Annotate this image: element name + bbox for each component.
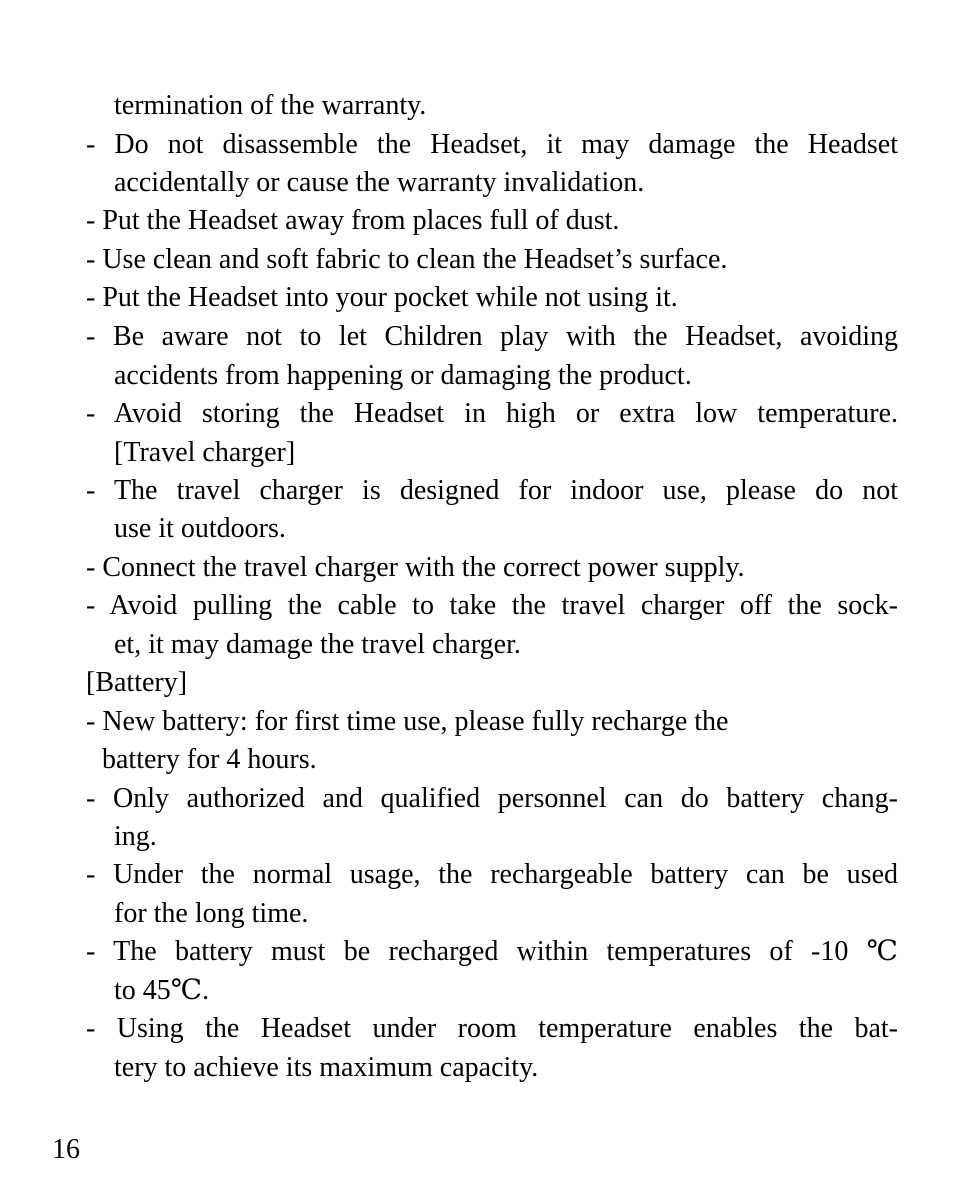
- text-line: - New battery: for first time use, please fully recharge the: [86, 706, 729, 737]
- text-line: - The battery must be recharged within temperatures of -10 ℃: [86, 936, 898, 967]
- text-line: termination of the warranty.: [114, 90, 427, 121]
- text-line: to 45℃.: [114, 975, 210, 1006]
- text-line: et, it may damage the travel charger.: [114, 629, 521, 660]
- text-line: tery to achieve its maximum capacity.: [114, 1052, 539, 1083]
- text-line: - Avoid storing the Headset in high or extra low temperature.: [86, 398, 898, 429]
- text-line: - Do not disassemble the Headset, it may damage the Headset: [86, 129, 898, 160]
- text-line: - Put the Headset into your pocket while not using it.: [86, 282, 678, 313]
- text-line: - Using the Headset under room temperature enables the bat-: [86, 1013, 898, 1044]
- text-line: - Be aware not to let Children play with the Headset, avoiding: [86, 321, 898, 352]
- text-line: - Connect the travel charger with the correct power supply.: [86, 552, 745, 583]
- text-line: accidents from happening or damaging the product.: [114, 360, 692, 391]
- text-line: - Avoid pulling the cable to take the travel charger off the sock-: [86, 590, 898, 621]
- section-heading-travel-charger: [Travel charger]: [114, 437, 296, 468]
- text-line: - Put the Headset away from places full of dust.: [86, 205, 620, 236]
- page-number: 16: [52, 1134, 80, 1165]
- section-heading-battery: [Battery]: [86, 667, 188, 698]
- text-line: for the long time.: [114, 898, 309, 929]
- text-line: - Under the normal usage, the rechargeable battery can be used: [86, 859, 898, 890]
- text-line: - The travel charger is designed for indoor use, please do not: [86, 475, 898, 506]
- text-line: - Use clean and soft fabric to clean the Headset’s surface.: [86, 244, 728, 275]
- text-line: use it outdoors.: [114, 513, 286, 544]
- text-line: accidentally or cause the warranty invalidation.: [114, 167, 645, 198]
- text-line: - Only authorized and qualified personnel can do battery chang-: [86, 783, 898, 814]
- text-line: battery for 4 hours.: [102, 744, 317, 775]
- text-line: ing.: [114, 821, 157, 852]
